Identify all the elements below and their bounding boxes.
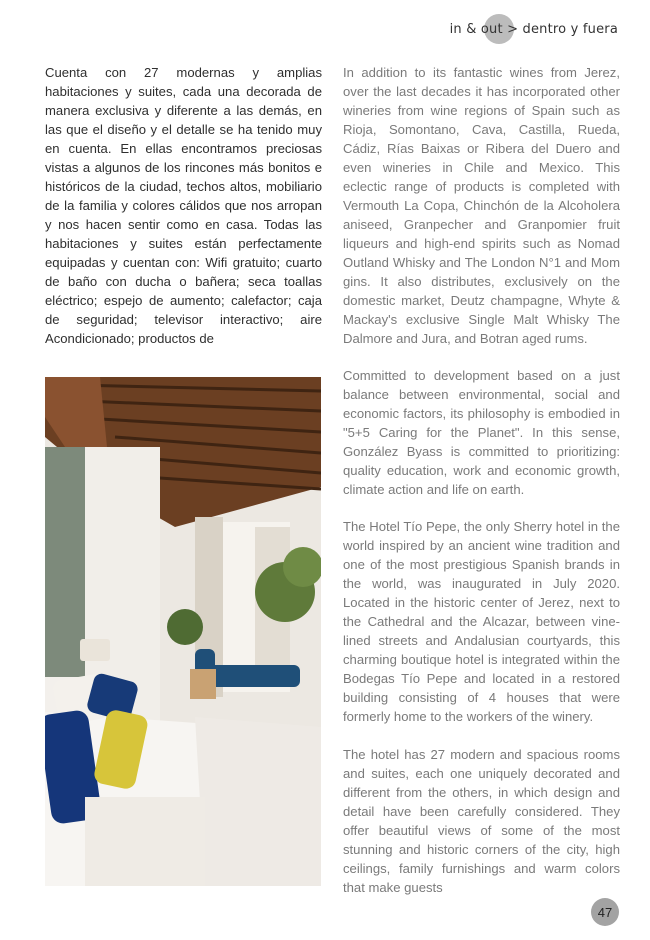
- section-label: in & out > dentro y fuera: [449, 22, 618, 37]
- english-paragraph-3: The Hotel Tío Pepe, the only Sherry hotel in the world inspired by an ancient wine tradition and one of the most prestigious Spanish brands in the world, was inaugurated in July 2020. Located in the historic center of Jerez, next to the Cathedral and the Alcazar, between vine-lined streets and Andalusian courtyards, this charming boutique hotel is integrated within the Bodegas Tío Pepe and located in a restored building consisting of 4 houses that were formerly home to the workers of the winery.: [343, 519, 620, 724]
- english-paragraph-1: In addition to its fantastic wines from Jerez, over the last decades it has incorporated other wineries from wine regions of Spain such as Rioja, Somontano, Cava, Castilla, Rueda, Cádiz, Rías Baixas or Ribera del Duero and even wineries in Chile and Mexico. This eclectic range of products is completed with Vermouth La Copa, Chinchón de la Alcoholera aniseed, Granpecher and Granpomier fruit liqueurs and high-end spirits such as Nomad Outland Whisky and The London N°1 and Mom gins. It also distributes, exclusively on the domestic market, Deutz champagne, Whyte & Mackay's exclusive Single Malt Whisky The Dalmore and Jura, and Botran aged rums.: [343, 65, 620, 346]
- english-paragraph-4: The hotel has 27 modern and spacious rooms and suites, each one uniquely decorated and different from the others, in which design and detail have been carefully considered. They offer beautiful views of some of the most stunning and historic corners of the city, high ceilings, family furnishings and warm colors that make guests: [343, 747, 620, 895]
- english-paragraph-2: Committed to development based on a just balance between environmental, social and economic factors, its philosophy is embodied in "5+5 Caring for the Planet". In this sense, González Byass is committed to prioritizing: quality education, work and economic growth, climate action and life on earth.: [343, 368, 620, 497]
- page-number-badge: [591, 898, 619, 926]
- hotel-bedroom-photo: [45, 377, 321, 886]
- spanish-column-text: Cuenta con 27 modernas y amplias habitaciones y suites, cada una decorada de manera exclusiva y diferente a las demás, en las que el diseño y el detalle se ha tenido muy en cuenta. En ellas encontramos preciosas vistas a algunos de los rincones más bonitos e históricos de la ciudad, techos altos, mobiliario de la familia y colores cálidos que nos arropan y nos hacen sentir como en casa. Todas las habitaciones y suites están perfectamente equipadas y cuentan con: Wifi gratuito; cuarto de baño con ducha o bañera; seca toallas eléctrico; espejo de aumento; calefactor; caja de seguridad; televisor interactivo; aire Acondicionado; productos de: [45, 65, 322, 346]
- section-header: [450, 22, 618, 37]
- page-number: 47: [597, 904, 613, 920]
